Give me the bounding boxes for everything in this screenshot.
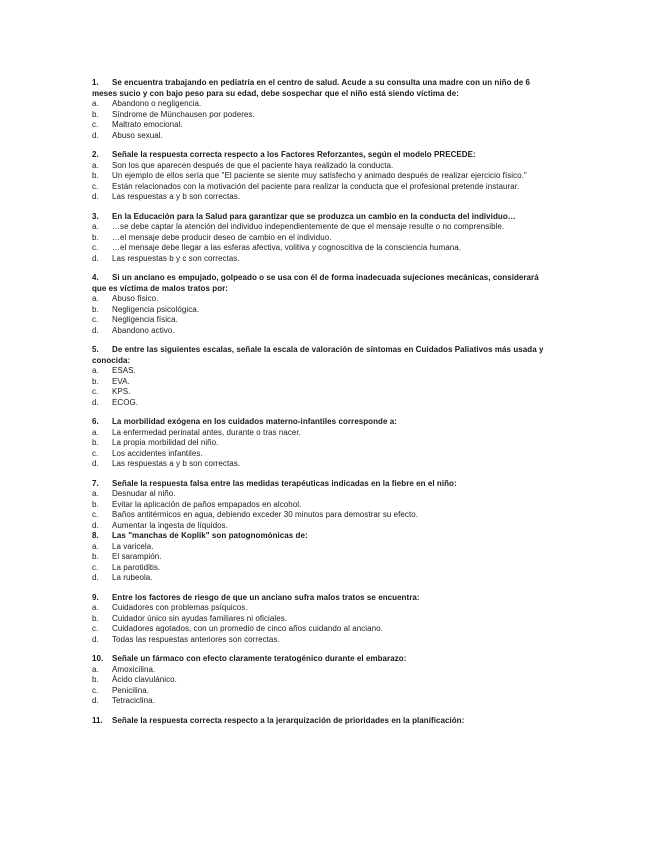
option-d: d. Las respuestas a y b son correctas. [92, 192, 241, 201]
option-d: d. Abandono activo. [92, 325, 175, 335]
question-text: En la Educación para la Salud para garantizar que se produzca un cambio en la conducta del individuo… [112, 211, 516, 221]
question-number: 5. [92, 345, 99, 354]
option-c: c. Cuidadores agotados, con un promedio de cinco años cuidando al anciano. [92, 624, 383, 633]
question-number: 11. [92, 715, 103, 725]
option-c: c. …el mensaje debe llegar a las esferas afectiva, volitiva y cognoscitiva de la consciencia humana. [92, 243, 462, 252]
option-a: a. ESAS. [92, 366, 136, 375]
question-6 [92, 417, 555, 470]
option-b: b. Evitar la aplicación de paños empapados en alcohol. [92, 499, 302, 509]
option-d: d. Tetraciclina. [92, 696, 155, 705]
question-number: 4. [92, 273, 99, 282]
option-c: c. Baños antitérmicos en agua, debiendo exceder 30 minutos para demostrar su efecto. [92, 510, 419, 519]
question-text: La morbilidad exógena en los cuidados materno-infantiles corresponde a: [112, 417, 397, 426]
option-d: d. La rubeola. [92, 573, 153, 582]
question-text: De entre las siguientes escalas, señale la escala de valoración de síntomas en Cuidados Paliativos más usada y conocida: [92, 345, 544, 365]
question-text: Se encuentra trabajando en pediatría en el centro de salud. Acude a su consulta una madre con un niño de 6 meses sucio y con bajo peso para su edad, debe sospechar que el niño está siendo víctima de: [92, 78, 530, 98]
option-c: c. Maltrato emocional. [92, 120, 183, 129]
option-a: a. Son los que aparecen después de que el paciente haya realizado la conducta. [92, 160, 394, 170]
option-d: d. Las respuestas b y c son correctas. [92, 253, 240, 263]
question-text: Las "manchas de Koplik" son patognomónicas de: [112, 531, 308, 540]
question-8 [92, 531, 555, 542]
question-number: 7. [92, 478, 99, 488]
option-d: d. Aumentar la ingesta de líquidos. [92, 520, 228, 530]
option-d: d. Abuso sexual. [92, 130, 163, 140]
question-text: Señale la respuesta correcta respecto a la jerarquización de prioridades en la planificación: [112, 715, 465, 725]
option-a: a. La enfermedad perinatal antes, durante o tras nacer. [92, 427, 301, 437]
question-text: Señale la respuesta correcta respecto a los Factores Reforzantes, según el modelo PRECEDE: [112, 150, 476, 159]
option-c: c. Están relacionados con la motivación del paciente para realizar la conducta que el profesional pretende instaurar. [92, 181, 520, 191]
option-c: c. Negligencia física. [92, 315, 178, 324]
question-text: Señale un fármaco con efecto claramente teratogénico durante el embarazo: [112, 654, 407, 663]
option-c: c. La parotiditis. [92, 562, 161, 572]
question-11 [92, 716, 555, 727]
question-number: 2. [92, 150, 99, 159]
option-a: a. Cuidadores con problemas psíquicos. [92, 603, 248, 612]
question-number: 6. [92, 417, 99, 426]
question-number: 9. [92, 592, 99, 602]
option-b: b. Un ejemplo de ellos sería que "El paciente se siente muy satisfecho y animado después de realizar ejercicio físico." [92, 171, 527, 180]
question-10 [92, 654, 555, 707]
question-number: 8. [92, 531, 99, 540]
option-c: c. KPS. [92, 387, 131, 396]
question-number: 3. [92, 211, 99, 221]
option-a: a. Abandono o negligencia. [92, 99, 202, 108]
option-b: b. Cuidador único sin ayudas familiares ni oficiales. [92, 613, 288, 623]
option-a: a. La varicela. [92, 541, 154, 551]
question-3 [92, 212, 555, 265]
option-c: c. Los accidentes infantiles. [92, 448, 203, 458]
option-b: b. El sarampión. [92, 552, 162, 561]
option-c: c. Penicilina. [92, 685, 150, 695]
option-b: b. Ácido clavulánico. [92, 675, 177, 684]
question-2 [92, 150, 555, 203]
question-number: 10. [92, 654, 104, 663]
question-9 [92, 593, 555, 646]
option-b: b. EVA. [92, 376, 130, 386]
question-7 [92, 479, 555, 584]
option-b: b. Negligencia psicológica. [92, 304, 200, 314]
question-text: Entre los factores de riesgo de que un anciano sufra malos tratos se encuentra: [112, 592, 420, 602]
question-1 [92, 78, 555, 141]
option-d: d. Las respuestas a y b son correctas. [92, 459, 241, 468]
question-4 [92, 273, 555, 336]
option-b: b. …el mensaje debe producir deseo de cambio en el individuo. [92, 232, 332, 242]
option-a: a. Amoxicilina. [92, 664, 156, 674]
option-b: b. La propia morbilidad del niño. [92, 438, 219, 447]
option-b: b. Síndrome de Münchausen por poderes. [92, 109, 255, 119]
option-d: d. Todas las respuestas anteriores son correctas. [92, 634, 280, 644]
question-text: Señale la respuesta falsa entre las medidas terapéuticas indicadas en la fiebre en el niño: [112, 478, 457, 488]
option-a: a. Abuso físico. [92, 294, 159, 303]
question-5 [92, 345, 555, 408]
option-d: d. ECOG. [92, 397, 139, 407]
option-a: a. …se debe captar la atención del individuo independientemente de que el mensaje resulte o no comprensible. [92, 222, 505, 231]
question-text: Si un anciano es empujado, golpeado o se usa con él de forma inadecuada sujeciones mecánicas, considerará que es víctima de malos tratos por: [92, 273, 539, 293]
option-a: a. Desnudar al niño. [92, 489, 176, 498]
question-number: 1. [92, 78, 99, 87]
